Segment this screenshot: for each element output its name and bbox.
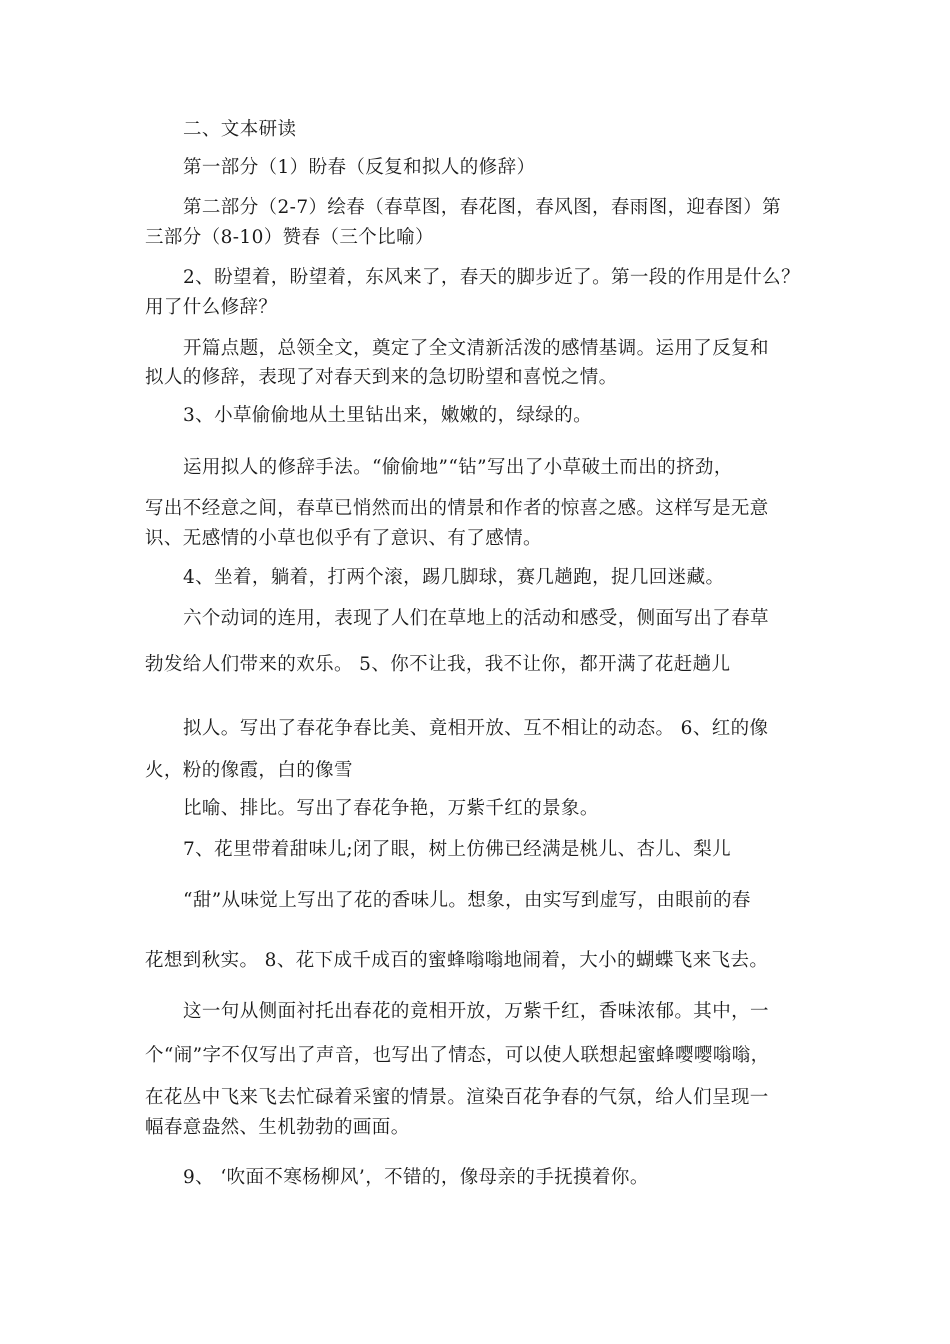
text-line: 9、 ‘吹面不寒杨柳风’，不错的，像母亲的手抚摸着你。 [183,1167,649,1188]
text-line: 个“闹”字不仅写出了声音，也写出了情态，可以使人联想起蜜蜂嘤嘤嗡嗡， [145,1045,770,1066]
text-line: 在花丛中飞来飞去忙碌着采蜜的情景。渲染百花争春的气氛，给人们呈现一 [145,1087,769,1108]
text-line: 六个动词的连用，表现了人们在草地上的活动和感受，侧面写出了春草 [183,608,769,629]
text-line: 拟人。写出了春花争春比美、竟相开放、互不相让的动态。 6、红的像 [183,718,769,739]
text-line: 3、小草偷偷地从土里钻出来，嫩嫩的，绿绿的。 [183,405,593,426]
text-line: 写出不经意之间，春草已悄然而出的情景和作者的惊喜之感。这样写是无意 [145,498,769,519]
section-heading: 二、文本研读 [183,119,297,140]
text-line: 幅春意盎然、生机勃勃的画面。 [145,1117,410,1138]
text-line: 拟人的修辞，表现了对春天到来的急切盼望和喜悦之情。 [145,367,618,388]
text-line: 4、坐着，躺着，打两个滚，踢几脚球，赛几趟跑，捉几回迷藏。 [183,567,725,588]
text-line: 第二部分（2-7）绘春（春草图，春花图，春风图，春雨图，迎春图）第 [183,197,781,218]
text-line: 开篇点题，总领全文，奠定了全文清新活泼的感情基调。运用了反复和 [183,338,769,359]
text-line: 运用拟人的修辞手法。“偷偷地”“钻”写出了小草破土而出的挤劲， [183,457,733,478]
text-line: 火，粉的像霞，白的像雪 [145,760,353,781]
text-line: 7、花里带着甜味儿;闭了眼，树上仿佛已经满是桃儿、杏儿、梨儿 [183,839,732,860]
text-line: 用了什么修辞？ [145,297,278,318]
text-line: 这一句从侧面衬托出春花的竟相开放，万紫千红，香味浓郁。其中，一 [183,1001,769,1022]
text-line: “甜”从味觉上写出了花的香味儿。想象，由实写到虚写，由眼前的春 [183,890,751,911]
text-line: 三部分（8-10）赞春（三个比喻） [145,227,434,248]
text-line: 2、盼望着，盼望着，东风来了，春天的脚步近了。第一段的作用是什么？ [183,267,800,288]
text-line: 识、无感情的小草也似乎有了意识、有了感情。 [145,528,542,549]
text-line: 比喻、排比。写出了春花争艳，万紫千红的景象。 [183,798,599,819]
text-line: 第一部分（1）盼春（反复和拟人的修辞） [183,157,536,178]
text-line: 花想到秋实。 8、花下成千成百的蜜蜂嗡嗡地闹着，大小的蝴蝶飞来飞去。 [145,950,769,971]
text-line: 勃发给人们带来的欢乐。 5、你不让我，我不让你，都开满了花赶趟儿 [145,654,731,675]
